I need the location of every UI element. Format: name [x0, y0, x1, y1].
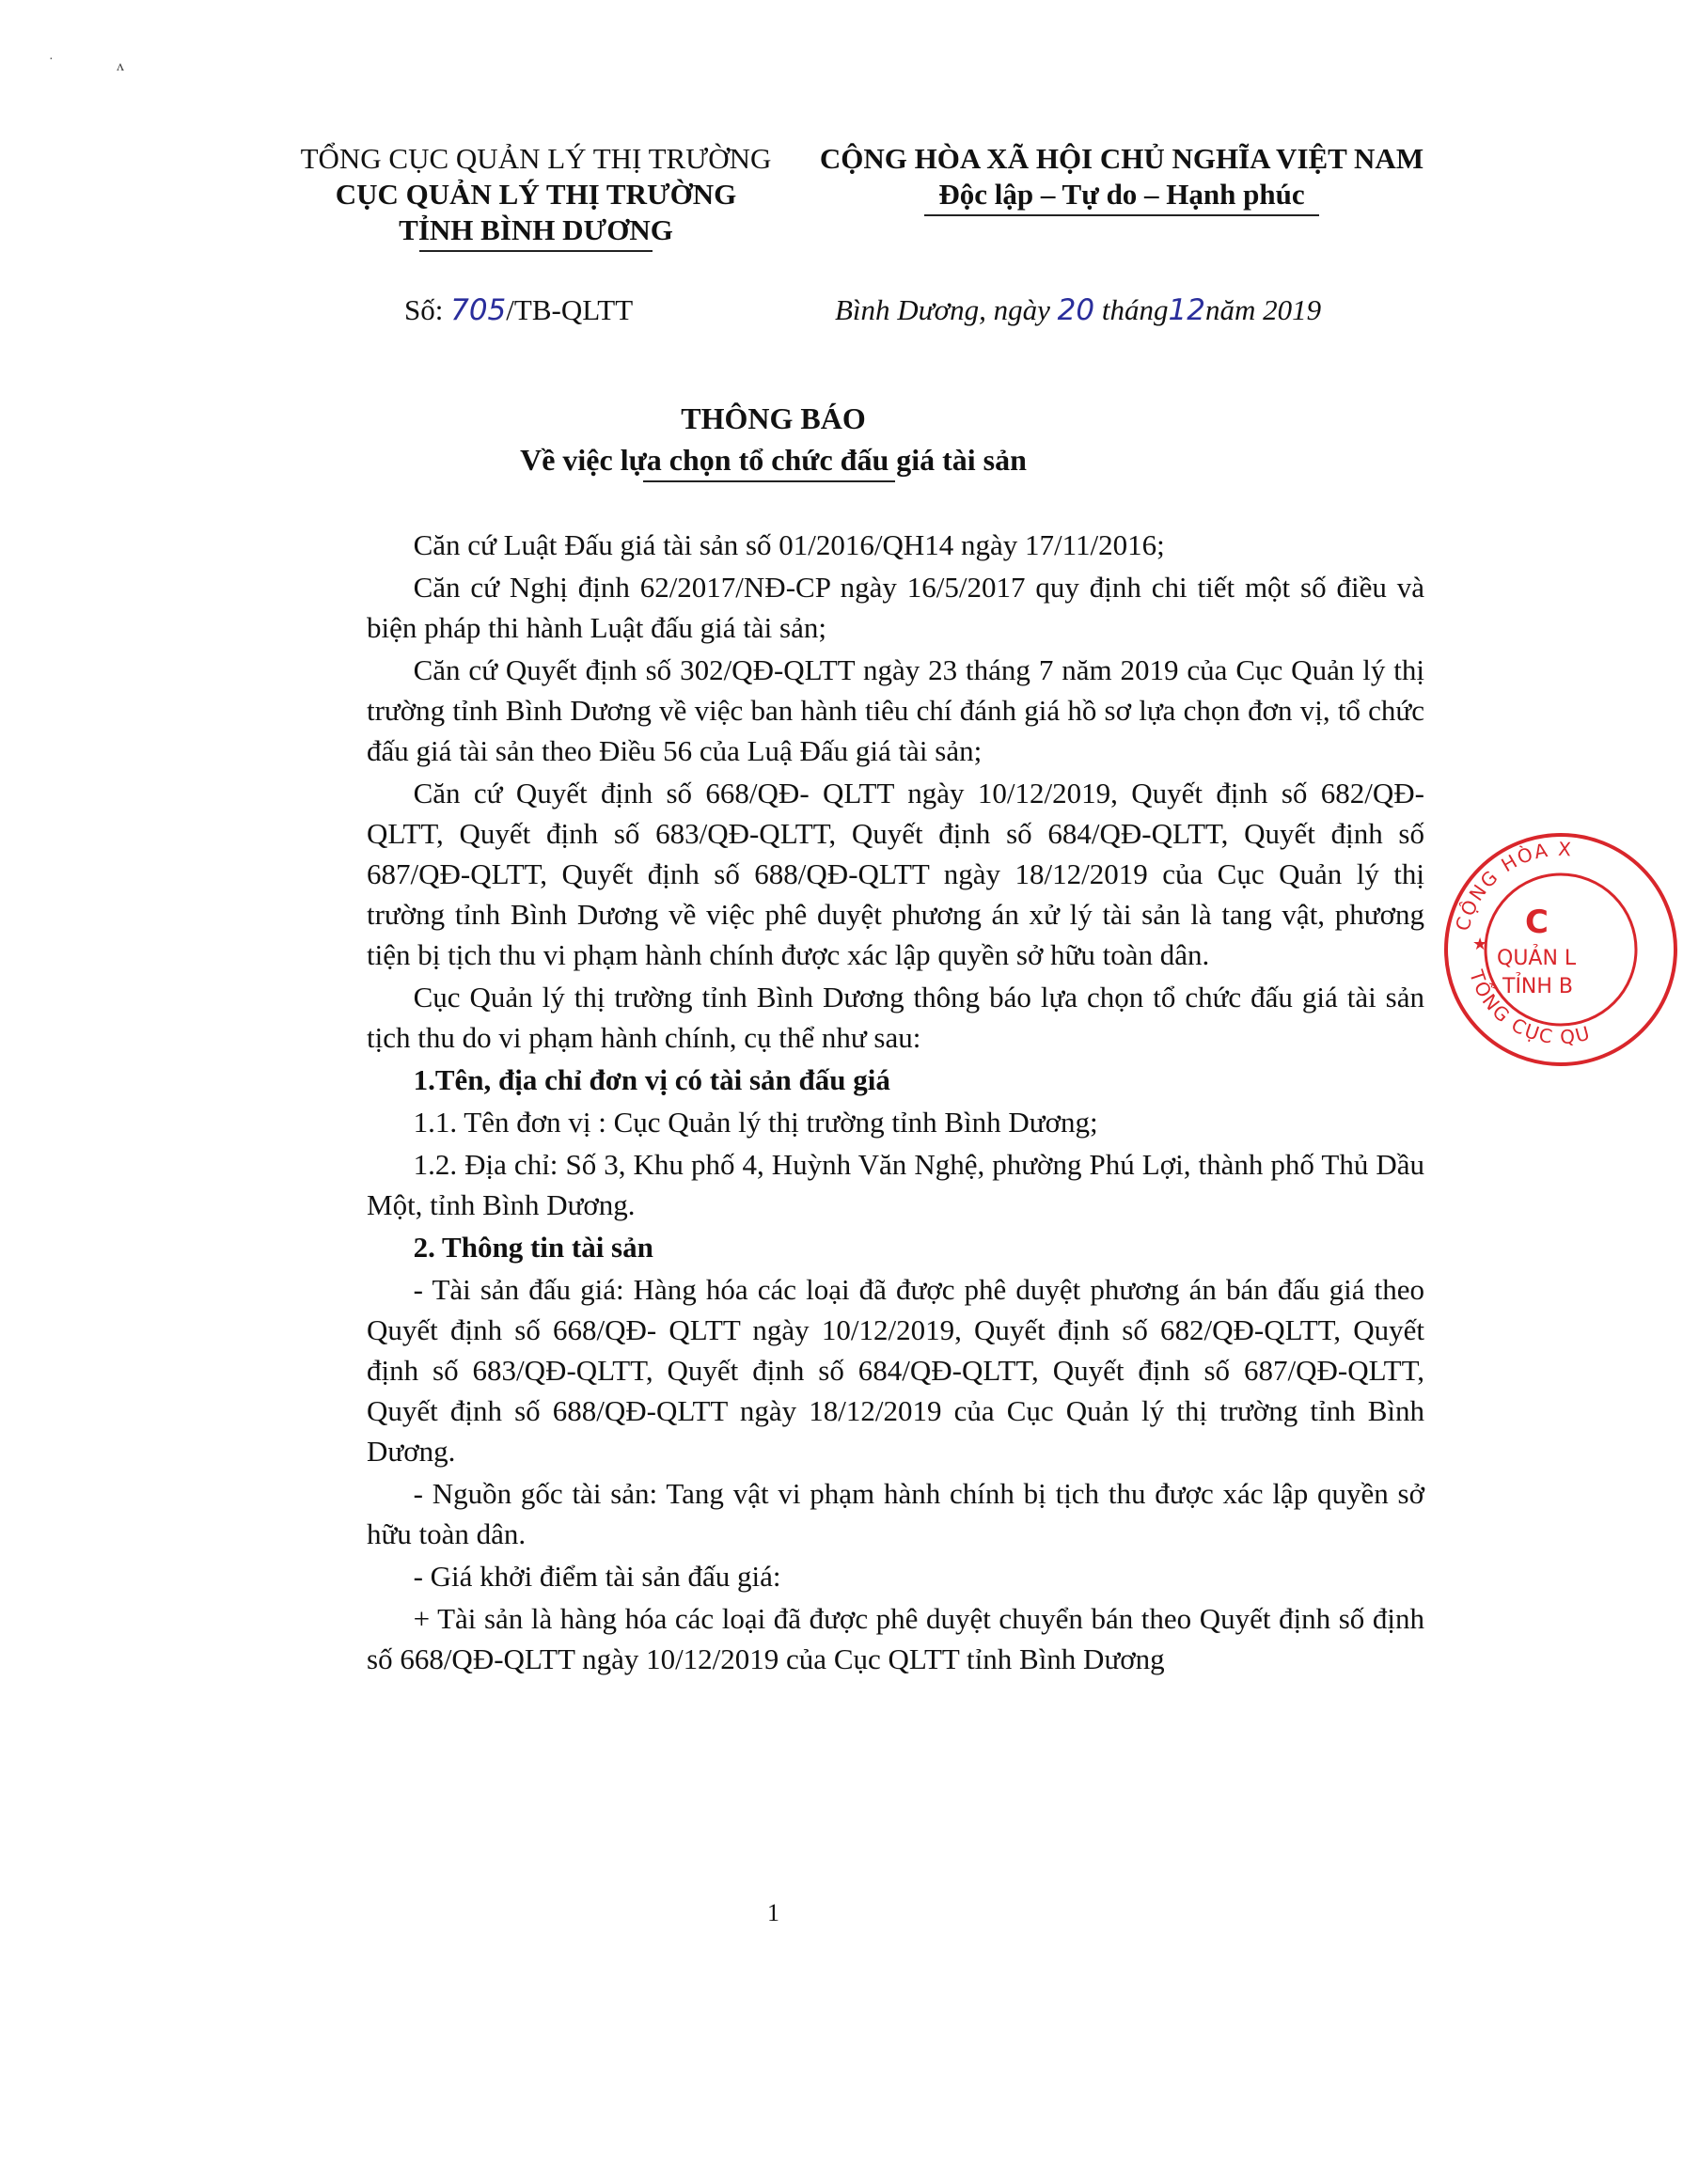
- paragraph: Căn cứ Nghị định 62/2017/NĐ-CP ngày 16/5/2017 quy định chi tiết một số điều và biện pháp thi hành Luật đấu giá tài sản;: [367, 571, 1424, 644]
- section-heading: 2. Thông tin tài sản: [413, 1231, 653, 1264]
- agency-province: TỈNH BÌNH DƯƠNG: [399, 213, 673, 246]
- paragraph: - Tài sản đấu giá: Hàng hóa các loại đã được phê duyệt phương án bán đấu giá theo Quyết định số 668/QĐ- QLTT ngày 10/12/2019, Quyết định số 682/QĐ-QLTT, Quyết định số 683/QĐ-QLTT, Quyết định số 684/QĐ-QLTT, Quyết định số 687/QĐ-QLTT, Quyết định số 688/QĐ-QLTT ngày 18/12/2019 của Cục Quản lý thị trường tỉnh Bình Dương.: [367, 1273, 1424, 1468]
- number-suffix: /TB-QLTT: [506, 293, 634, 326]
- date-month-label: tháng: [1101, 293, 1169, 326]
- paragraph: Căn cứ Quyết định số 302/QĐ-QLTT ngày 23 tháng 7 năm 2019 của Cục Quản lý thị trường tỉnh Bình Dương về việc ban hành tiêu chí đánh giá hồ sơ lựa chọn đơn vị, tổ chức đấu giá tài sản theo Điều 56 của Luậ Đấu giá tài sản;: [367, 653, 1424, 767]
- agency-parent: TỔNG CỤC QUẢN LÝ THỊ TRƯỜNG: [300, 142, 772, 175]
- document-subject: Về việc lựa chọn tổ chức đấu giá tài sản: [520, 443, 1027, 477]
- agency-name: CỤC QUẢN LÝ THỊ TRƯỜNG: [335, 178, 737, 211]
- motto: Độc lập – Tự do – Hạnh phúc: [938, 178, 1305, 211]
- document-date: [835, 293, 1321, 327]
- document-title-block: [0, 398, 1547, 482]
- paragraph: Cục Quản lý thị trường tỉnh Bình Dương thông báo lựa chọn tổ chức đấu giá tài sản tịch thu do vi phạm hành chính, cụ thể như sau:: [367, 981, 1424, 1054]
- svg-text:★: ★: [1472, 935, 1488, 954]
- svg-text:C: C: [1525, 903, 1549, 941]
- scan-mark: ʌ: [117, 58, 124, 74]
- paragraph: - Nguồn gốc tài sản: Tang vật vi phạm hành chính bị tịch thu được xác lập quyền sở hữu toàn dân.: [367, 1477, 1424, 1550]
- seal-ring-text: CỘNG HÒA X: [1451, 837, 1574, 934]
- document-title: THÔNG BÁO: [681, 401, 866, 435]
- svg-text:TỈNH B: TỈNH B: [1502, 975, 1574, 998]
- number-prefix: Số:: [404, 293, 444, 326]
- document-body: [367, 525, 1424, 1681]
- scan-speck: ·: [49, 53, 54, 67]
- date-year: năm 2019: [1204, 293, 1322, 326]
- handwritten-number: 705: [450, 293, 507, 327]
- paragraph: - Giá khởi điểm tài sản đấu giá:: [413, 1560, 781, 1593]
- handwritten-day: 20: [1057, 293, 1095, 327]
- seal-ring-text-bottom: TỔNG CỤC QU: [1465, 966, 1595, 1049]
- paragraph: 1.1. Tên đơn vị : Cục Quản lý thị trường tỉnh Bình Dương;: [413, 1106, 1098, 1139]
- subject-underline: [643, 480, 895, 482]
- handwritten-month: 12: [1168, 293, 1205, 327]
- svg-text:QUẢN L: QUẢN L: [1497, 947, 1577, 970]
- agency-underline: [419, 250, 653, 252]
- date-place: Bình Dương, ngày: [835, 293, 1050, 326]
- svg-text:CỘNG HÒA X: [1451, 838, 1573, 934]
- document-number: [404, 293, 633, 327]
- paragraph: Căn cứ Luật Đấu giá tài sản số 01/2016/QH14 ngày 17/11/2016;: [413, 528, 1165, 561]
- issuing-agency: [282, 141, 790, 252]
- page-number: 1: [767, 1899, 779, 1926]
- national-motto: [807, 141, 1437, 216]
- paragraph: Căn cứ Quyết định số 668/QĐ- QLTT ngày 10/12/2019, Quyết định số 682/QĐ-QLTT, Quyết định số 683/QĐ-QLTT, Quyết định số 684/QĐ-QLTT, Quyết định số 687/QĐ-QLTT, Quyết định số 688/QĐ-QLTT ngày 18/12/2019 của Cục Quản lý thị trường tỉnh Bình Dương về việc phê duyệt phương án xử lý tài sản là tang vật, phương tiện bị tịch thu vi phạm hành chính được xác lập quyền sở hữu toàn dân.: [367, 777, 1424, 971]
- motto-underline: [924, 214, 1319, 216]
- paragraph: + Tài sản là hàng hóa các loại đã được phê duyệt chuyển bán theo Quyết định số định số 668/QĐ-QLTT ngày 10/12/2019 của Cục QLTT tỉnh Bình Dương: [367, 1602, 1424, 1675]
- official-seal-stamp: [1439, 827, 1683, 1072]
- section-heading: 1.Tên, địa chỉ đơn vị có tài sản đấu giá: [413, 1063, 890, 1096]
- paragraph: 1.2. Địa chỉ: Số 3, Khu phố 4, Huỳnh Văn Nghệ, phường Phú Lợi, thành phố Thủ Dầu Một, tỉnh Bình Dương.: [367, 1148, 1424, 1221]
- country-name: CỘNG HÒA XÃ HỘI CHỦ NGHĨA VIỆT NAM: [819, 142, 1424, 175]
